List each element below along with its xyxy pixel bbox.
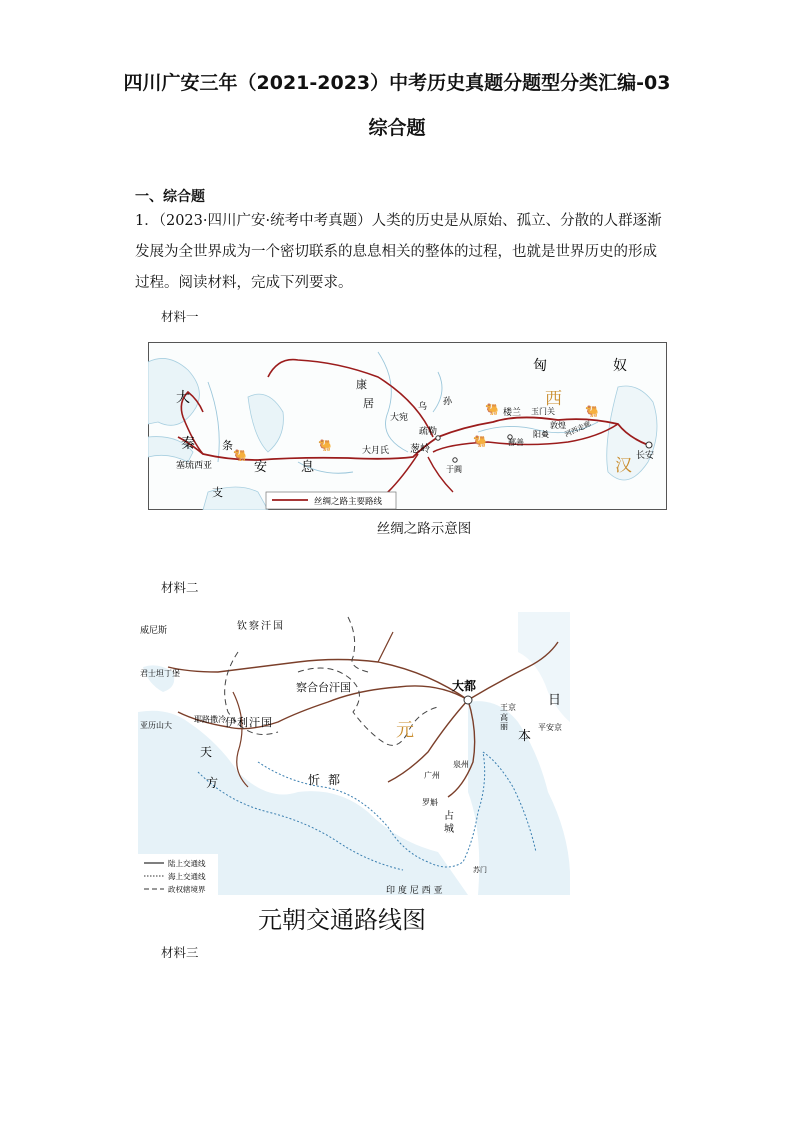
- svg-text:🐫: 🐫: [473, 435, 487, 448]
- map2-label-japan1: 日: [548, 693, 562, 708]
- map1-label-xi: 西: [545, 389, 562, 409]
- map1-label-ju: 居: [363, 397, 374, 410]
- map2-caption: 元朝交通路线图: [258, 906, 426, 934]
- svg-text:🐫: 🐫: [318, 439, 332, 452]
- svg-text:🐫: 🐫: [233, 449, 247, 462]
- map1-label-loulan: 楼兰: [503, 408, 522, 418]
- map1-label-da: 大: [176, 390, 190, 406]
- map2-label-wangjing: 王京: [500, 703, 516, 712]
- map1-label-xiongnu: 匈: [533, 358, 547, 374]
- map2-label-kipchak: 钦察汗国: [237, 621, 285, 632]
- map2-label-ilkhan: 伊利汗国: [225, 716, 273, 729]
- map1-label-saiqiu: 塞琉西亚: [176, 461, 213, 471]
- map1-label-an: 安: [254, 460, 268, 475]
- map1-label-yutian: 于阗: [446, 465, 462, 474]
- doc-title: 四川广安三年（2021-2023）中考历史真题分题型分类汇编-03: [123, 72, 671, 94]
- map1-label-dunhuang: 敦煌: [550, 421, 566, 430]
- silk-road-map: [148, 342, 667, 510]
- map2-label-tian: 天: [200, 745, 213, 759]
- map2-label-japan2: 本: [518, 729, 532, 744]
- map1-label-tiao: 条: [222, 439, 233, 452]
- map2-label-quanzhou: 泉州: [453, 760, 469, 769]
- map1-label-yumen: 玉门关: [531, 407, 555, 416]
- yuan-routes-map: [138, 612, 570, 895]
- section-heading: 一、综合题: [135, 189, 205, 205]
- svg-text:🐫: 🐫: [585, 405, 599, 418]
- material-2-label: 材料二: [161, 580, 199, 595]
- material-1-label: 材料一: [161, 309, 199, 324]
- map2-label-heiankyo: 平安京: [538, 723, 562, 732]
- map1-label-hexi: 河西走廊: [563, 419, 593, 439]
- svg-text:🐫: 🐫: [485, 403, 499, 416]
- map2-label-fang: 方: [206, 776, 219, 790]
- material-3-label: 材料三: [161, 945, 199, 960]
- map2-label-yuan: 元: [396, 720, 414, 741]
- map2-legend-border: 政权辖境界: [168, 885, 206, 894]
- map1-label-zhi: 支: [212, 486, 223, 499]
- map1-label-dayue: 大月氏: [362, 446, 390, 456]
- map2-label-chagatai: 察合台汗国: [296, 681, 351, 694]
- map1-label-changan: 长安: [636, 451, 655, 461]
- map2-label-dadu: 大都: [452, 679, 477, 693]
- map1-label-xi2: 息: [301, 460, 315, 475]
- map1-label-han: 汉: [615, 456, 632, 476]
- map2-label-xin: 忻: [308, 773, 321, 787]
- map1-label-shanshan: 鄯善: [508, 438, 524, 447]
- map1-legend: 丝绸之路主要路线: [314, 497, 383, 507]
- map1-label-xiongnu2: 奴: [613, 358, 627, 374]
- map2-label-yelu: 耶路撒冷: [194, 715, 226, 724]
- map2-label-goryeo1: 高: [500, 713, 508, 722]
- map2-label-bottom: 印 度 尼 西 亚: [386, 886, 443, 895]
- map1-label-qin: 秦: [181, 436, 195, 452]
- map2-legend-sea: 海上交通线: [168, 872, 206, 881]
- map1-label-kang: 康: [356, 378, 367, 391]
- map2-label-cheng: 城: [444, 824, 454, 835]
- map1-label-wusun2: 孙: [443, 397, 453, 407]
- map1-label-dawan: 大宛: [390, 413, 409, 423]
- map1-label-wusun1: 乌: [418, 402, 428, 412]
- map1-caption: 丝绸之路示意图: [376, 521, 472, 537]
- question-text: 1．（2023·四川广安·统考中考真题）人类的历史是从原始、孤立、分散的人群逐渐发展为全世界成为一个密切联系的息息相关的整体的过程，也就是世界历史的形成过程。阅读材料，完成下列要求。: [135, 213, 662, 291]
- map2-label-constantinople: 君士坦丁堡: [140, 669, 180, 678]
- map2-label-goryeo2: 丽: [500, 722, 508, 731]
- map2-label-zhan: 占: [444, 811, 454, 822]
- doc-title-line2: 综合题: [368, 117, 426, 139]
- map2-label-du: 都: [328, 773, 341, 787]
- map2-label-guangzhou: 广州: [424, 771, 440, 780]
- map2-label-sumen: 苏门: [473, 866, 487, 874]
- map2-label-luoyue: 罗斛: [422, 798, 438, 807]
- map2-legend-land: 陆上交通线: [168, 859, 206, 868]
- map2-label-alexandria: 亚历山大: [140, 721, 172, 730]
- map2-label-venice: 威尼斯: [140, 626, 168, 636]
- map1-label-congling: 葱岭: [410, 444, 430, 455]
- map1-label-shule: 疏勒: [419, 427, 438, 437]
- map1-label-yang: 阳关: [533, 430, 549, 439]
